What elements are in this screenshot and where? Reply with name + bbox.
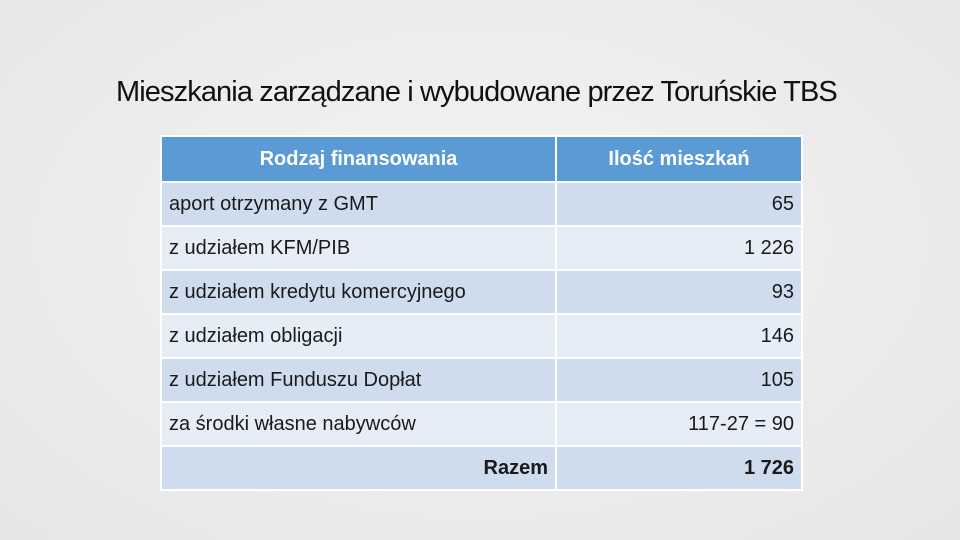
- row-value: 117-27 = 90: [556, 402, 802, 446]
- total-label: Razem: [161, 446, 556, 490]
- row-label: za środki własne nabywców: [161, 402, 556, 446]
- table-row: [161, 182, 802, 226]
- table-header-row: [161, 136, 802, 182]
- row-label: z udziałem KFM/PIB: [161, 226, 556, 270]
- row-label: z udziałem kredytu komercyjnego: [161, 270, 556, 314]
- total-value: 1 726: [556, 446, 802, 490]
- row-label: aport otrzymany z GMT: [161, 182, 556, 226]
- row-value: 65: [556, 182, 802, 226]
- row-label: z udziałem obligacji: [161, 314, 556, 358]
- column-header-financing-type: Rodzaj finansowania: [161, 136, 556, 182]
- table-row: [161, 270, 802, 314]
- row-value: 146: [556, 314, 802, 358]
- row-label: z udziałem Funduszu Dopłat: [161, 358, 556, 402]
- table-row: [161, 402, 802, 446]
- row-value: 105: [556, 358, 802, 402]
- column-header-apartment-count: Ilość mieszkań: [556, 136, 802, 182]
- table-row: [161, 358, 802, 402]
- financing-table: [160, 135, 803, 491]
- table-total-row: [161, 446, 802, 490]
- slide-title: Mieszkania zarządzane i wybudowane przez Toruńskie TBS: [116, 76, 837, 108]
- table-row: [161, 226, 802, 270]
- table-row: [161, 314, 802, 358]
- row-value: 93: [556, 270, 802, 314]
- row-value: 1 226: [556, 226, 802, 270]
